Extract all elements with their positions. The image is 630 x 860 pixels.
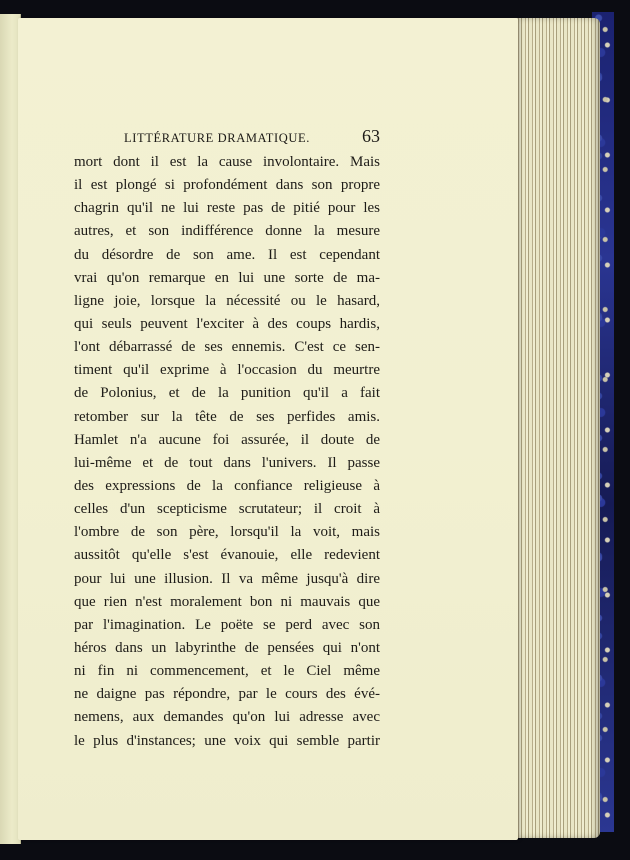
text-line: qui seuls peuvent l'exciter à des coups hardis, — [74, 315, 380, 332]
text-line: du désordre de son ame. Il est cependant — [74, 246, 380, 263]
text-line: mort dont il est la cause involontaire. Mais — [74, 154, 380, 170]
text-line: chagrin qu'il ne lui reste pas de pitié pour les — [74, 200, 380, 217]
text-line: il est plongé si profondément dans son propre — [74, 177, 380, 194]
text-line: Hamlet n'a aucune foi assurée, il doute de — [74, 431, 380, 448]
text-line: le plus d'instances; une voix qui semble partir — [74, 732, 380, 749]
text-line: par l'imagination. Le poëte se perd avec son — [74, 616, 380, 633]
text-line: timent qu'il exprime à l'occasion du meurtre — [74, 362, 380, 379]
text-line: pour lui une illusion. Il va même jusqu'à dire — [74, 570, 380, 587]
text-line: ne daigne pas répondre, par le cours des évé- — [74, 686, 380, 703]
text-line: autres, et son indifférence donne la mesure — [74, 223, 380, 240]
text-line: héros dans un labyrinthe de pensées qui n'ont — [74, 639, 380, 656]
running-head: LITTÉRATURE DRAMATIQUE. — [124, 131, 311, 145]
text-line: retomber sur la tête de ses perfides amis. — [74, 408, 380, 425]
page-edges — [508, 18, 600, 838]
body-text — [74, 151, 380, 753]
text-line: lui-même et de tout dans l'univers. Il passe — [74, 454, 380, 471]
text-line: de Polonius, et de la punition qu'il a fait — [74, 385, 380, 402]
text-line: aussitôt qu'elle s'est évanouie, elle redevient — [74, 547, 380, 564]
page-number: 63 — [362, 126, 380, 146]
text-line: celles d'un scepticisme scrutateur; il croit à — [74, 501, 380, 518]
text-block — [74, 126, 380, 753]
text-line: ligne joie, lorsque la nécessité ou le hasard, — [74, 292, 380, 309]
text-line: l'ont débarrassé de ses ennemis. C'est ce sen- — [74, 339, 380, 356]
text-line: nemens, aux demandes qu'on lui adresse avec — [74, 709, 380, 726]
page-header — [74, 126, 380, 147]
text-line: vrai qu'on remarque en lui une sorte de ma- — [74, 269, 380, 286]
text-line: des expressions de la confiance religieuse à — [74, 477, 380, 494]
text-line: ni fin ni commencement, et le Ciel même — [74, 663, 380, 680]
text-line: que rien n'est moralement bon ni mauvais que — [74, 593, 380, 610]
book-page — [18, 18, 518, 840]
text-line: l'ombre de son père, lorsqu'il la voit, mais — [74, 524, 380, 541]
